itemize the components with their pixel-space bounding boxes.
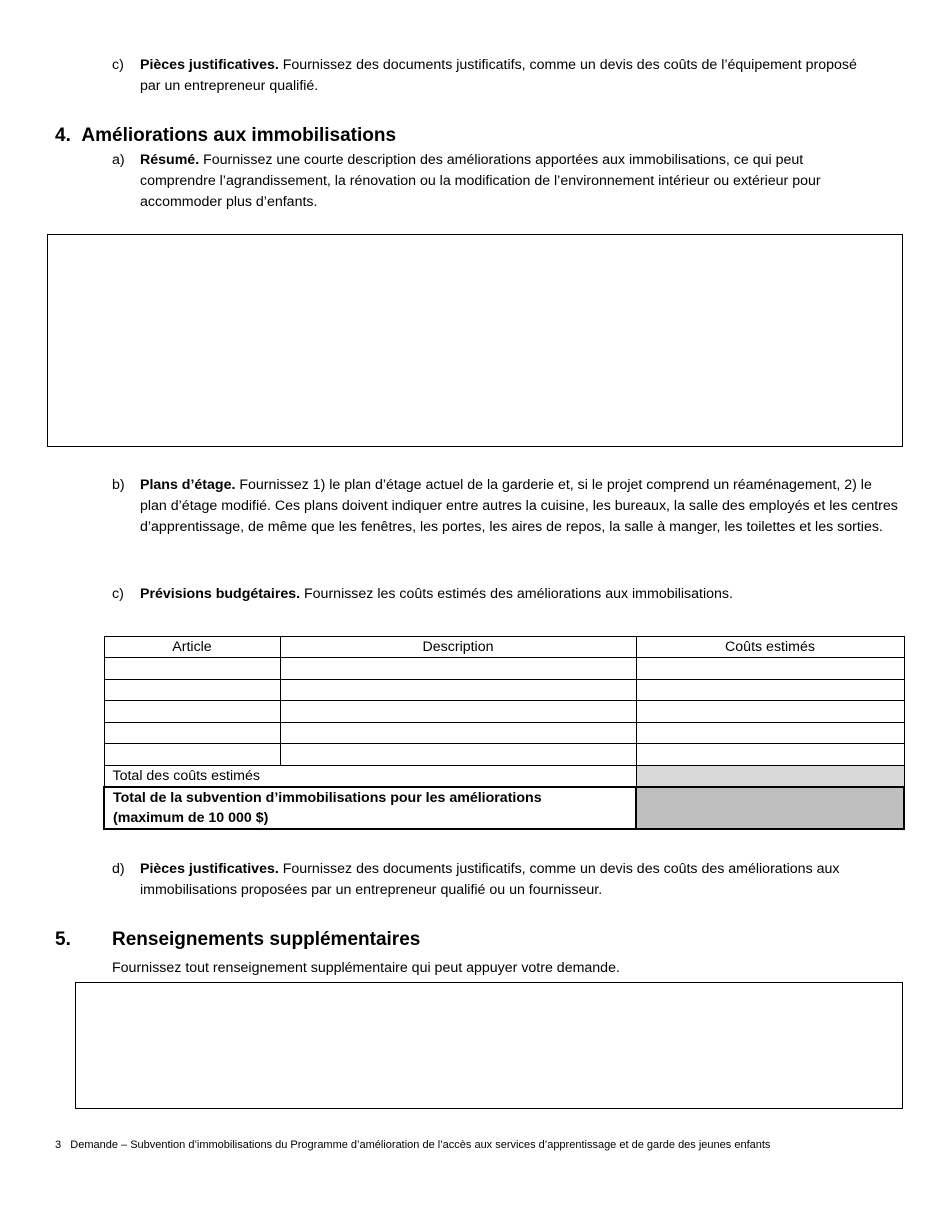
cost-cell[interactable] <box>636 658 904 680</box>
total-row <box>104 765 904 787</box>
grant-total-value-cell <box>636 787 904 829</box>
page-footer <box>55 1139 770 1151</box>
item-text: Fournissez les coûts estimés des améliorations aux immobilisations. <box>300 586 733 602</box>
grant-total-row <box>104 787 904 829</box>
table-row <box>104 658 904 680</box>
section4-item-b <box>112 475 902 538</box>
section5-intro: Fournissez tout renseignement supplémentaire qui peut appuyer votre demande. <box>112 960 620 976</box>
article-cell[interactable] <box>104 679 280 701</box>
budget-table <box>103 636 905 830</box>
header-description: Description <box>280 637 636 658</box>
grant-label-line2: (maximum de 10 000 $) <box>113 810 269 826</box>
table-row <box>104 701 904 723</box>
summary-text-box[interactable] <box>47 234 903 447</box>
section4-item-d <box>112 859 882 901</box>
item-bold-label: Résumé. <box>140 152 200 168</box>
description-cell[interactable] <box>280 744 636 766</box>
section4-title: Améliorations aux immobilisations <box>81 125 397 146</box>
article-cell[interactable] <box>104 658 280 680</box>
item-text: Fournissez 1) le plan d’étage actuel de la garderie et, si le projet comprend un réaménagement, 2) le plan d’étage modifié. Ces plans doivent indiquer entre autres la cuisine, les bureaux, la salle des employés et les centres d’apprentissage, de même que les fenêtres, les portes, les aires de repos, la salle à manger, les toilettes et les sorties. <box>140 477 898 535</box>
item-bold-label: Pièces justificatives. <box>140 57 279 73</box>
section4-number: 4. <box>55 125 71 146</box>
article-cell[interactable] <box>104 722 280 744</box>
article-cell[interactable] <box>104 701 280 723</box>
table-row <box>104 744 904 766</box>
section5-title: Renseignements supplémentaires <box>112 929 421 950</box>
section4-item-c <box>112 584 902 605</box>
cost-cell[interactable] <box>636 722 904 744</box>
description-cell[interactable] <box>280 679 636 701</box>
header-article: Article <box>104 637 280 658</box>
section4-heading <box>55 125 396 147</box>
item-letter: a) <box>112 152 125 168</box>
item-text: Fournissez une courte description des améliorations apportées aux immobilisations, ce qui peut comprendre l’agrandissement, la rénovation ou la modification de l’environnement intérieur ou extérieur pour accommoder plus d’enfants. <box>140 152 821 210</box>
cost-cell[interactable] <box>636 744 904 766</box>
description-cell[interactable] <box>280 658 636 680</box>
section4-item-a <box>112 150 882 213</box>
footer-text: Demande – Subvention d’immobilisations du Programme d’amélioration de l’accès aux services d’apprentissage et de garde des jeunes enfants <box>70 1139 771 1151</box>
cost-cell[interactable] <box>636 679 904 701</box>
table-row <box>104 679 904 701</box>
item-text: Fournissez des documents justificatifs, comme un devis des coûts des améliorations aux immobilisations proposées par un entrepreneur qualifié ou un fournisseur. <box>140 861 840 898</box>
item-bold-label: Prévisions budgétaires. <box>140 586 301 602</box>
grant-label-line1: Total de la subvention d’immobilisations pour les améliorations <box>113 790 542 806</box>
item-letter: b) <box>112 477 125 493</box>
table-header-row <box>104 637 904 658</box>
cost-cell[interactable] <box>636 701 904 723</box>
item-letter: c) <box>112 586 124 602</box>
item-letter: c) <box>112 57 124 73</box>
header-cost: Coûts estimés <box>636 637 904 658</box>
section5-number: 5. <box>55 929 71 950</box>
item-bold-label: Pièces justificatives. <box>140 861 279 877</box>
page-number: 3 <box>55 1139 62 1151</box>
grant-total-label <box>104 787 636 829</box>
item-text: Fournissez des documents justificatifs, comme un devis des coûts de l’équipement proposé par un entrepreneur qualifié. <box>140 57 857 94</box>
table-row <box>104 722 904 744</box>
additional-info-text-box[interactable] <box>75 982 903 1109</box>
total-value-cell <box>636 765 904 787</box>
total-label: Total des coûts estimés <box>104 765 636 787</box>
item-letter: d) <box>112 861 125 877</box>
description-cell[interactable] <box>280 722 636 744</box>
article-cell[interactable] <box>104 744 280 766</box>
section3-item-c <box>112 55 872 97</box>
description-cell[interactable] <box>280 701 636 723</box>
item-bold-label: Plans d’étage. <box>140 477 236 493</box>
